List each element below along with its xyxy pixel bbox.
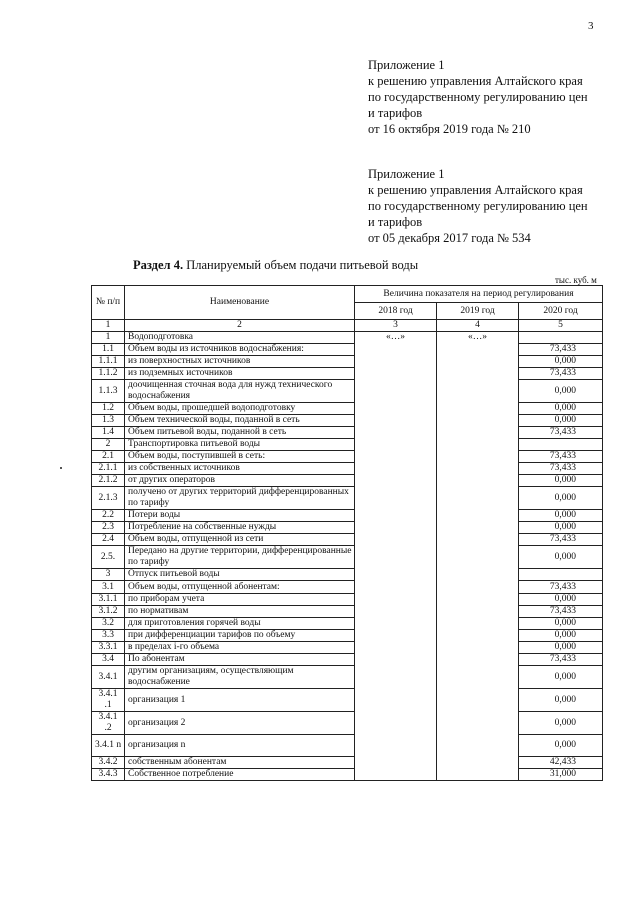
row-number: 3.1.2 bbox=[92, 606, 125, 618]
row-name: по приборам учета bbox=[125, 594, 355, 606]
page-number: 3 bbox=[588, 20, 594, 32]
table-row bbox=[92, 463, 603, 475]
col-number: 2 bbox=[125, 320, 355, 332]
value-2020: 0,000 bbox=[519, 689, 603, 712]
header-num: № п/п bbox=[92, 286, 125, 320]
table-row bbox=[92, 380, 603, 403]
row-name: Объем питьевой воды, поданной в сеть bbox=[125, 427, 355, 439]
col-number: 1 bbox=[92, 320, 125, 332]
value-2018-continuation: «…» bbox=[355, 332, 437, 781]
table-row bbox=[92, 594, 603, 606]
row-name: Передано на другие территории, дифференцированные по тарифу bbox=[125, 546, 355, 569]
row-name: при дифференциации тарифов по объему bbox=[125, 630, 355, 642]
row-name: Водоподготовка bbox=[125, 332, 355, 344]
row-number: 3.3.1 bbox=[92, 642, 125, 654]
row-name: Собственное потребление bbox=[125, 769, 355, 781]
col-number: 4 bbox=[437, 320, 519, 332]
stray-dot bbox=[60, 467, 62, 469]
value-2020: 73,433 bbox=[519, 581, 603, 594]
table-row bbox=[92, 356, 603, 368]
appendix-current bbox=[368, 57, 588, 137]
section-label: Раздел 4. bbox=[133, 258, 184, 272]
row-name: организация n bbox=[125, 735, 355, 757]
table-row bbox=[92, 534, 603, 546]
row-number: 2.5. bbox=[92, 546, 125, 569]
row-number: 3.4.1 n bbox=[92, 735, 125, 757]
table-row bbox=[92, 451, 603, 463]
row-name: от других операторов bbox=[125, 475, 355, 487]
row-number: 1.1.3 bbox=[92, 380, 125, 403]
row-number: 3.3 bbox=[92, 630, 125, 642]
row-number: 3.4.1 .1 bbox=[92, 689, 125, 712]
value-2020: 73,433 bbox=[519, 463, 603, 475]
row-name: организация 1 bbox=[125, 689, 355, 712]
row-name: Объем воды, поступившей в сеть: bbox=[125, 451, 355, 463]
value-2020: 0,000 bbox=[519, 546, 603, 569]
value-2020: 0,000 bbox=[519, 522, 603, 534]
table-row bbox=[92, 403, 603, 415]
value-2020: 0,000 bbox=[519, 712, 603, 735]
row-name: получено от других территорий дифференцированных по тарифу bbox=[125, 487, 355, 510]
row-name: доочищенная сточная вода для нужд технического водоснабжения bbox=[125, 380, 355, 403]
table-row bbox=[92, 606, 603, 618]
table-row bbox=[92, 332, 603, 344]
table-row bbox=[92, 569, 603, 581]
table-row bbox=[92, 487, 603, 510]
value-2020: 0,000 bbox=[519, 642, 603, 654]
table-row bbox=[92, 666, 603, 689]
value-2020: 0,000 bbox=[519, 666, 603, 689]
row-number: 2.2 bbox=[92, 510, 125, 522]
row-number: 3.4.1 .2 bbox=[92, 712, 125, 735]
water-volume-table bbox=[91, 285, 603, 781]
appendix-line: от 05 декабря 2017 года № 534 bbox=[368, 231, 531, 245]
row-number: 3.1 bbox=[92, 581, 125, 594]
table-row bbox=[92, 654, 603, 666]
section-title bbox=[133, 258, 418, 273]
row-number: 1.1.2 bbox=[92, 368, 125, 380]
appendix-line: и тарифов bbox=[368, 106, 423, 120]
appendix-line: Приложение 1 bbox=[368, 58, 445, 72]
row-number: 1.4 bbox=[92, 427, 125, 439]
row-name: для приготовления горячей воды bbox=[125, 618, 355, 630]
row-name: Объем технической воды, поданной в сеть bbox=[125, 415, 355, 427]
row-number: 2.1.3 bbox=[92, 487, 125, 510]
header-period: Величина показателя на период регулирования bbox=[355, 286, 603, 303]
value-2020: 0,000 bbox=[519, 735, 603, 757]
appendix-line: от 16 октября 2019 года № 210 bbox=[368, 122, 531, 136]
row-number: 2.4 bbox=[92, 534, 125, 546]
value-2020: 0,000 bbox=[519, 510, 603, 522]
row-number: 1.1.1 bbox=[92, 356, 125, 368]
table-row bbox=[92, 689, 603, 712]
table-row bbox=[92, 735, 603, 757]
row-number: 3 bbox=[92, 569, 125, 581]
value-2020: 73,433 bbox=[519, 344, 603, 356]
row-name: Потребление на собственные нужды bbox=[125, 522, 355, 534]
table-row bbox=[92, 415, 603, 427]
table-row bbox=[92, 630, 603, 642]
row-name: По абонентам bbox=[125, 654, 355, 666]
table-row bbox=[92, 618, 603, 630]
row-number: 2.1.1 bbox=[92, 463, 125, 475]
row-number: 3.4.2 bbox=[92, 757, 125, 769]
table-row bbox=[92, 642, 603, 654]
value-2020: 0,000 bbox=[519, 356, 603, 368]
row-number: 2.1.2 bbox=[92, 475, 125, 487]
value-2020 bbox=[519, 569, 603, 581]
table-row bbox=[92, 757, 603, 769]
table-row bbox=[92, 427, 603, 439]
appendix-line: Приложение 1 bbox=[368, 167, 445, 181]
table-row bbox=[92, 344, 603, 356]
row-number: 3.4.3 bbox=[92, 769, 125, 781]
row-number: 1.3 bbox=[92, 415, 125, 427]
row-name: собственным абонентам bbox=[125, 757, 355, 769]
row-number: 3.4.1 bbox=[92, 666, 125, 689]
row-name: организация 2 bbox=[125, 712, 355, 735]
row-name: Транспортировка питьевой воды bbox=[125, 439, 355, 451]
table-row bbox=[92, 475, 603, 487]
value-2020: 73,433 bbox=[519, 368, 603, 380]
value-2020: 0,000 bbox=[519, 618, 603, 630]
value-2019-continuation: «…» bbox=[437, 332, 519, 781]
value-2020: 31,000 bbox=[519, 769, 603, 781]
value-2020: 0,000 bbox=[519, 594, 603, 606]
row-name: другим организациям, осуществляющим водоснабжение bbox=[125, 666, 355, 689]
row-number: 2.1 bbox=[92, 451, 125, 463]
appendix-line: к решению управления Алтайского края bbox=[368, 183, 583, 197]
table-row bbox=[92, 546, 603, 569]
table-row bbox=[92, 522, 603, 534]
row-name: по нормативам bbox=[125, 606, 355, 618]
table-row bbox=[92, 581, 603, 594]
appendix-line: к решению управления Алтайского края bbox=[368, 74, 583, 88]
value-2020: 73,433 bbox=[519, 451, 603, 463]
row-name: Объем воды, отпущенной из сети bbox=[125, 534, 355, 546]
row-name: Объем воды, отпущенной абонентам: bbox=[125, 581, 355, 594]
value-2020: 73,433 bbox=[519, 427, 603, 439]
row-number: 1 bbox=[92, 332, 125, 344]
col-number: 5 bbox=[519, 320, 603, 332]
value-2020 bbox=[519, 439, 603, 451]
header-year-2018: 2018 год bbox=[355, 303, 437, 320]
value-2020: 73,433 bbox=[519, 534, 603, 546]
row-name: в пределах i-го объема bbox=[125, 642, 355, 654]
row-number: 2 bbox=[92, 439, 125, 451]
value-2020: 0,000 bbox=[519, 630, 603, 642]
row-name: из подземных источников bbox=[125, 368, 355, 380]
header-year-2020: 2020 год bbox=[519, 303, 603, 320]
table-row bbox=[92, 368, 603, 380]
units-label: тыс. куб. м bbox=[555, 275, 597, 285]
row-number: 1.1 bbox=[92, 344, 125, 356]
row-name: из поверхностных источников bbox=[125, 356, 355, 368]
col-number: 3 bbox=[355, 320, 437, 332]
row-number: 3.1.1 bbox=[92, 594, 125, 606]
value-2020: 73,433 bbox=[519, 654, 603, 666]
row-name: Объем воды, прошедшей водоподготовку bbox=[125, 403, 355, 415]
row-name: Объем воды из источников водоснабжения: bbox=[125, 344, 355, 356]
appendix-line: и тарифов bbox=[368, 215, 423, 229]
row-number: 3.2 bbox=[92, 618, 125, 630]
table-row bbox=[92, 510, 603, 522]
row-number: 1.2 bbox=[92, 403, 125, 415]
value-2020: 0,000 bbox=[519, 487, 603, 510]
table-row bbox=[92, 769, 603, 781]
appendix-line: по государственному регулированию цен bbox=[368, 199, 588, 213]
section-title-text: Планируемый объем подачи питьевой воды bbox=[186, 258, 419, 272]
table-row bbox=[92, 439, 603, 451]
value-2020: 42,433 bbox=[519, 757, 603, 769]
table-row bbox=[92, 712, 603, 735]
value-2020 bbox=[519, 332, 603, 344]
value-2020: 73,433 bbox=[519, 606, 603, 618]
row-number: 3.4 bbox=[92, 654, 125, 666]
row-number: 2.3 bbox=[92, 522, 125, 534]
row-name: из собственных источников bbox=[125, 463, 355, 475]
row-name: Отпуск питьевой воды bbox=[125, 569, 355, 581]
value-2020: 0,000 bbox=[519, 403, 603, 415]
value-2020: 0,000 bbox=[519, 415, 603, 427]
row-name: Потери воды bbox=[125, 510, 355, 522]
header-year-2019: 2019 год bbox=[437, 303, 519, 320]
value-2020: 0,000 bbox=[519, 475, 603, 487]
appendix-line: по государственному регулированию цен bbox=[368, 90, 588, 104]
header-name: Наименование bbox=[125, 286, 355, 320]
appendix-previous bbox=[368, 166, 588, 246]
value-2020: 0,000 bbox=[519, 380, 603, 403]
